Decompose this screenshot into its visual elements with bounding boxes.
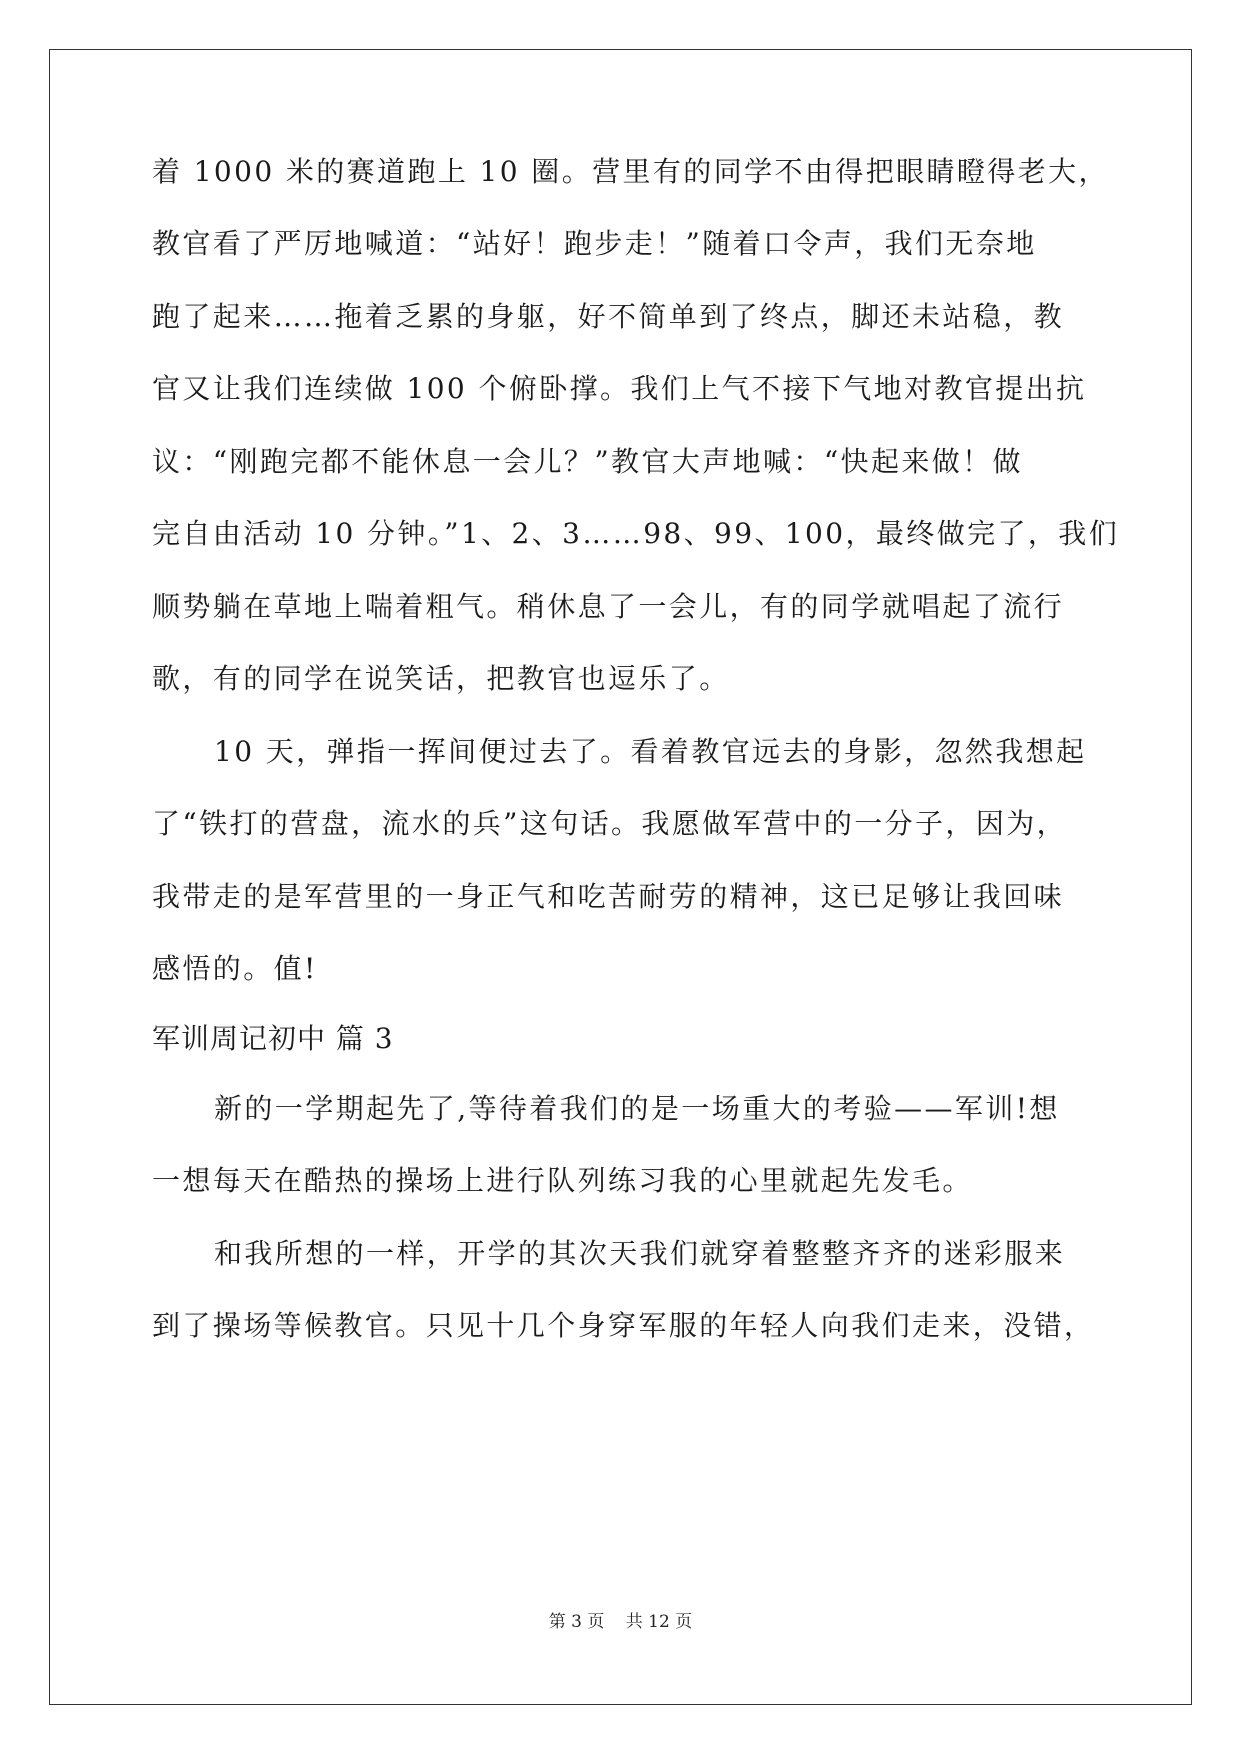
paragraph-1-line-7: 顺势躺在草地上喘着粗气。稍休息了一会儿，有的同学就唱起了流行 <box>152 590 1065 623</box>
paragraph-1-line-2: 教官看了严厉地喊道：“站好！跑步走！”随着口令声，我们无奈地 <box>152 227 1037 260</box>
section-paragraph-1-line-2: 一想每天在酷热的操场上进行队列练习我的心里就起先发毛。 <box>152 1164 973 1197</box>
section-paragraph-2-line-1: 和我所想的一样，开学的其次天我们就穿着整整齐齐的迷彩服来 <box>214 1237 1066 1270</box>
paragraph-1-line-4: 官又让我们连续做 100 个俯卧撑。我们上气不接下气地对教官提出抗 <box>152 372 1087 405</box>
paragraph-1-line-3: 跑了起来……拖着乏累的身躯，好不简单到了终点，脚还未站稳，教 <box>152 300 1065 333</box>
page-footer <box>0 1610 1241 1634</box>
paragraph-2-line-4: 感悟的。值! <box>152 952 318 985</box>
paragraph-2-line-1: 10 天，弹指一挥间便过去了。看着教官远去的身影，忽然我想起 <box>214 735 1087 768</box>
paragraph-1-line-5: 议：“刚跑完都不能休息一会儿？”教官大声地喊：“快起来做！做 <box>152 445 1023 478</box>
page-number: 第 3 页 <box>548 1612 605 1632</box>
total-pages: 共 12 页 <box>625 1612 693 1632</box>
section-paragraph-2-line-2: 到了操场等候教官。只见十几个身穿军服的年轻人向我们走来，没错， <box>152 1309 1095 1342</box>
paragraph-1-line-8: 歌，有的同学在说笑话，把教官也逗乐了。 <box>152 662 730 695</box>
paragraph-2-line-3: 我带走的是军营里的一身正气和吃苦耐劳的精神，这已足够让我回味 <box>152 880 1065 913</box>
paragraph-1-line-1: 着 1000 米的赛道跑上 10 圈。营里有的同学不由得把眼睛瞪得老大， <box>152 155 1109 188</box>
section-paragraph-1-line-1: 新的一学期起先了,等待着我们的是一场重大的考验——军训!想 <box>214 1092 1060 1125</box>
paragraph-2-line-2: 了“铁打的营盘，流水的兵”这句话。我愿做军营中的一分子，因为， <box>152 807 1068 840</box>
paragraph-1-line-6: 完自由活动 10 分钟。”1、2、3……98、99、100，最终做完了，我们 <box>152 517 1120 550</box>
section-heading: 军训周记初中 篇 3 <box>152 1022 394 1055</box>
